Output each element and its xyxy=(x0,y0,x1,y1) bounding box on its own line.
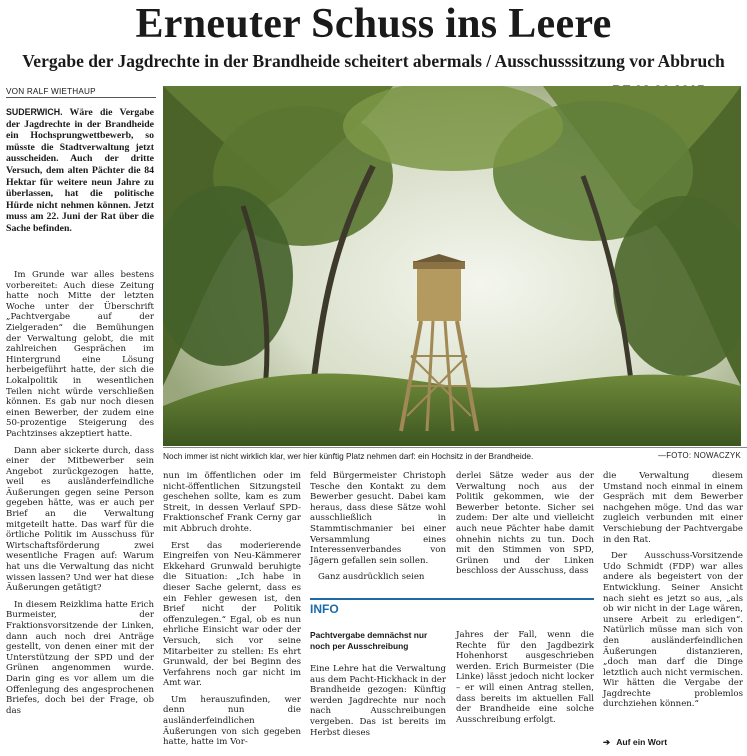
paragraph: Jahres der Fall, wenn die Rechte für den Jagdbezirk Hohenhorst ausgeschrieben werden. Erich Burmeister (Die Linke) lässt jedoch nicht locker – er will einen Antrag stellen, dass bereits im aktuellen Fall der Brandheide eine solche Ausschreibung erfolgt. xyxy=(456,630,594,725)
caption-text: Noch immer ist nicht wirklich klar, wer hier künftig Platz nehmen darf: ein Hochsitz in der Brandheide. xyxy=(163,451,534,461)
paragraph: die Verwaltung diesem Umstand noch einmal in einem Gespräch mit dem Bewerber nachgehen möge. Und das war zugleich verbunden mit einer Verschiebung der Pachtvergabe in den Rat. xyxy=(603,471,743,545)
more-link-label: Auf ein Wort xyxy=(616,737,668,747)
info-box xyxy=(310,598,594,756)
paragraph: In diesem Reizklima hatte Erich Burmeister, der Fraktionsvorsitzende der Linken, dann auch noch drei Anträge gestellt, von denen einer mit der Unterstützung der SPD und der Grünen angenommen wurde. Darin ging es vor allem um die Offenlegung des angesprochenen Briefes, doch bei der Frage, ob das xyxy=(6,599,154,716)
paragraph: Der Ausschuss-Vorsitzende Udo Schmidt (FDP) war alles andere als begeistert von der Entwicklung. Seiner Ansicht nach sieht es jetzt so aus, „als ob wir nicht in der Lage wären, unsere Arbeit zu erledigen“. Natürlich müsse man sich von den ausländerfeindlichen Äußerungen distanzieren, „doch man darf die Dinge letztlich auch nicht vermischen. Wir hätten die Vergabe der Jagdrechte problemlos durchziehen können.“ xyxy=(603,551,743,710)
more-link[interactable] xyxy=(603,737,667,748)
article-column-2 xyxy=(163,471,301,754)
article-column-3 xyxy=(310,471,446,589)
photo-caption xyxy=(163,447,747,464)
article-column-4 xyxy=(456,471,594,583)
article-column-5 xyxy=(603,471,743,716)
paragraph: Erst das moderierende Eingreifen von Neu-Kämmerer Ekkehard Grunwald beruhigte die Situation: „Ich habe in dieser Sache gelernt, dass es ein Fehler gewesen ist, den Brief nicht der Politik offenzulegen.“ Egal, ob es nun ehrliche Einsicht war oder der Versuch, sich vor seine Mitarbeiter zu stellen: Es ehrt Grunwald, der bei Beginn des Verfahrens noch gar nicht im Amt war. xyxy=(163,540,301,689)
subheadline: Vergabe der Jagdrechte in der Brandheide scheitert abermals / Ausschusssitzung vor Abbruch xyxy=(22,51,725,71)
article-photo xyxy=(163,86,741,446)
article-column-1 xyxy=(6,270,154,722)
hunting-stand-photo xyxy=(163,86,741,446)
info-title: Pachtvergabe demnächst nur noch per Ausschreibung xyxy=(310,630,428,651)
paragraph: nun im öffentlichen oder im nicht-öffentlichen Sitzungsteil geschehen sollte, kam es zum Streit, in dessen Verlauf SPD-Fraktionschef Frank Cerny gar mit Abbruch drohte. xyxy=(163,471,301,534)
paragraph: derlei Sätze weder aus der Verwaltung noch aus der Politik gekommen, wie der Bewerber betonte. Sicher sei zudem: Der alte und vielleicht auch neue Pächter habe damit ohnehin nichts zu tun. Doch mit den Stimmen von SPD, Grünen und der Linken beschloss der Ausschuss, dass xyxy=(456,471,594,577)
paragraph: feld Bürgermeister Christoph Tesche den Kontakt zu dem Bewerber gesucht. Dabei kam heraus, dass diese Sätze wohl ausschließlich in Stammtischmanier bei einer Versammlung eines Interessenverbandes von Jägern gefallen sein sollen. xyxy=(310,471,446,566)
byline: VON RALF WIETHAUP xyxy=(6,87,156,98)
lead-paragraph xyxy=(6,107,154,235)
info-text-right xyxy=(456,630,594,731)
info-text-left xyxy=(310,664,446,744)
lead-text: Wäre die Vergabe der Jagdrechte in der Brandheide ein Hochsprungwettbewerb, so müsste die Stadtverwaltung jetzt ausscheiden. Auch der dritte Versuch, dem alten Pächter die 84 Hektar für weitere neun Jahre zu überlassen, hat die politische Hürde nicht nehmen können. Jetzt muss am 22. Juni der Rat über die Sache befinden. xyxy=(6,107,154,234)
paragraph: Im Grunde war alles bestens vorbereitet: Auch diese Zeitung hatte noch Mitte der letzten Woche unter der Überschrift „Pachtvergabe auf der Zielgeraden“ die Bemühungen der Verwaltung gelobt, die mit zahlreichen Gesprächen im Hintergrund eine Lösung herbeigeführt hatte, der sich die Lokalpolitik in wesentlichen Teilen nicht würde verschließen können. Es gab nur noch diesen einen Bewerber, der zudem eine 50-prozentige Steigerung des Pachtzinses akzeptiert hatte. xyxy=(6,270,154,439)
headline: Erneuter Schuss ins Leere xyxy=(135,1,612,47)
paragraph: Um herauszufinden, wer denn nun die ausländerfeindlichen Äußerungen von sich gegeben hatte, hatte im Vor- xyxy=(163,694,301,748)
paragraph: Ganz ausdrücklich seien xyxy=(318,572,425,583)
photo-credit: —FOTO: NOWACZYK xyxy=(658,451,741,460)
dateline: SUDERWICH. xyxy=(6,107,63,117)
info-label: INFO xyxy=(310,602,339,616)
paragraph: Dann aber sickerte durch, dass einer der Mitbewerber sein Angebot zurückgezogen hatte, weil es ausländerfeindliche Äußerungen gegen seine Person gegeben hätte, was er auch per Brief an die Verwaltung mitgeteilt hatte. Das warf für die örtliche Politik im Ausschuss für Wirtschaftsförderung zwei wesentliche Fragen auf: Warum hat uns die Verwaltung das nicht wissen lassen? Und wer hat diese Äußerungen getätigt? xyxy=(6,445,154,594)
arrow-right-icon: ➔ xyxy=(603,737,611,747)
paragraph: Eine Lehre hat die Verwaltung aus dem Pacht-Hickhack in der Brandheide gezogen: Künftig werden Jagdrechte nur noch nach Ausschreibungen vergeben. Das ist bereits im Herbst dieses xyxy=(310,664,446,738)
